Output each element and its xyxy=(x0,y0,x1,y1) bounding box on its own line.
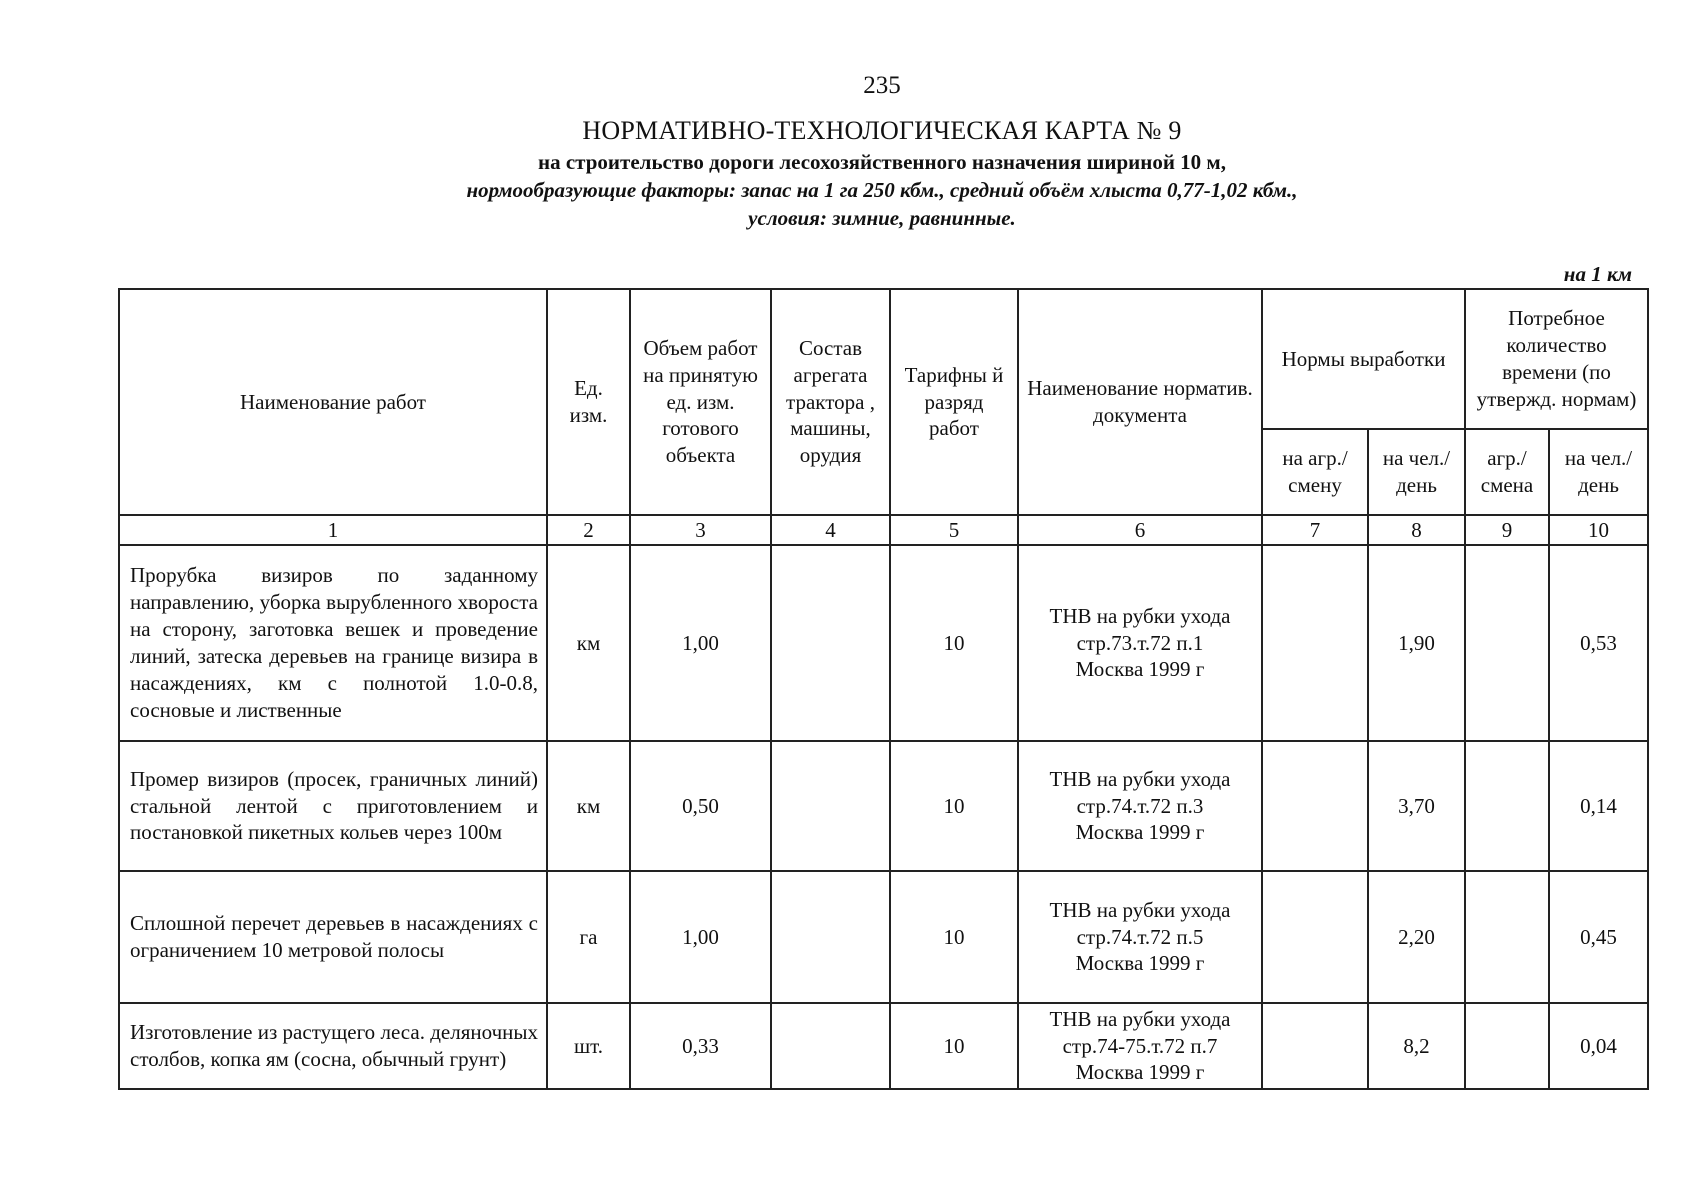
norm-man-cell: 8,2 xyxy=(1368,1003,1465,1089)
header-volume: Объем работ на принятую ед. изм. готового объекта xyxy=(630,289,771,515)
column-number-row xyxy=(119,515,1648,545)
header-time: Потребное количество времени (по утвержд. нормам) xyxy=(1465,289,1648,429)
time-agg-cell xyxy=(1465,1003,1549,1089)
document-line: ТНВ на рубки ухода xyxy=(1049,766,1231,791)
volume-cell: 0,33 xyxy=(630,1003,771,1089)
time-agg-cell xyxy=(1465,871,1549,1003)
time-man-cell: 0,53 xyxy=(1549,545,1648,741)
column-number: 3 xyxy=(630,515,771,545)
norm-man-cell: 1,90 xyxy=(1368,545,1465,741)
norm-man-cell: 2,20 xyxy=(1368,871,1465,1003)
document-line: ТНВ на рубки ухода xyxy=(1049,603,1231,628)
header-name: Наименование работ xyxy=(119,289,547,515)
work-name: Изготовление из растущего леса. деляночных столбов, копка ям (сосна, обычный грунт) xyxy=(119,1003,547,1089)
header-time-agg: агр./ смена xyxy=(1465,429,1549,515)
time-man-cell: 0,04 xyxy=(1549,1003,1648,1089)
header-norms-man: на чел./ день xyxy=(1368,429,1465,515)
document-line: ТНВ на рубки ухода xyxy=(1049,897,1231,922)
document-line: ТНВ на рубки ухода xyxy=(1049,1006,1231,1031)
work-name: Прорубка визиров по заданному направлению, уборка вырубленного хвороста на сторону, заготовка вешек и проведение линий, затеска деревьев на границе визира в насаждениях, км с полнотой 1.0-0.8, сосновые и лиственные xyxy=(119,545,547,741)
time-man-cell: 0,45 xyxy=(1549,871,1648,1003)
time-man-cell: 0,14 xyxy=(1549,741,1648,871)
time-agg-cell xyxy=(1465,741,1549,871)
table-row xyxy=(119,545,1648,741)
column-number: 7 xyxy=(1262,515,1368,545)
column-number: 9 xyxy=(1465,515,1549,545)
column-number: 1 xyxy=(119,515,547,545)
norms-table xyxy=(118,288,1649,1090)
work-name: Сплошной перечет деревьев в насаждениях с ограничением 10 метровой полосы xyxy=(119,871,547,1003)
document-line: стр.74.т.72 п.3 xyxy=(1076,793,1204,818)
norm-agg-cell xyxy=(1262,741,1368,871)
norm-man-cell: 3,70 xyxy=(1368,741,1465,871)
header-composition: Состав агрегата трактора , машины, орудия xyxy=(771,289,890,515)
unit-cell: га xyxy=(547,871,630,1003)
norm-agg-cell xyxy=(1262,545,1368,741)
header-grade: Тарифны й разряд работ xyxy=(890,289,1018,515)
column-number: 6 xyxy=(1018,515,1262,545)
composition-cell xyxy=(771,545,890,741)
volume-cell: 1,00 xyxy=(630,545,771,741)
norm-agg-cell xyxy=(1262,1003,1368,1089)
column-number: 5 xyxy=(890,515,1018,545)
page-number: 235 xyxy=(863,72,901,99)
grade-cell: 10 xyxy=(890,741,1018,871)
composition-cell xyxy=(771,871,890,1003)
volume-cell: 1,00 xyxy=(630,871,771,1003)
document-line: стр.74.т.72 п.5 xyxy=(1076,924,1204,949)
header-time-man: на чел./ день xyxy=(1549,429,1648,515)
header-norms: Нормы выработки xyxy=(1262,289,1465,429)
document-subtitle: на строительство дороги лесохозяйственного назначения шириной 10 м, xyxy=(538,150,1226,174)
work-name: Промер визиров (просек, граничных линий) стальной лентой с приготовлением и постановкой пикетных кольев через 100м xyxy=(119,741,547,871)
volume-cell: 0,50 xyxy=(630,741,771,871)
table-row xyxy=(119,871,1648,1003)
table-row xyxy=(119,741,1648,871)
column-number: 8 xyxy=(1368,515,1465,545)
norm-factors-line: нормообразующие факторы: запас на 1 га 250 кбм., средний объём хлыста 0,77-1,02 кбм., xyxy=(466,178,1298,202)
document-line: стр.74-75.т.72 п.7 xyxy=(1062,1033,1218,1058)
table-row xyxy=(119,1003,1648,1089)
grade-cell: 10 xyxy=(890,1003,1018,1089)
table-header-row xyxy=(119,289,1648,429)
unit-cell: км xyxy=(547,741,630,871)
document-title: НОРМАТИВНО-ТЕХНОЛОГИЧЕСКАЯ КАРТА № 9 xyxy=(582,116,1182,145)
grade-cell: 10 xyxy=(890,545,1018,741)
document-cell xyxy=(1018,871,1262,1003)
column-number: 4 xyxy=(771,515,890,545)
conditions-line: условия: зимние, равнинные. xyxy=(748,206,1016,230)
document-line: Москва 1999 г xyxy=(1075,951,1205,976)
document-line: Москва 1999 г xyxy=(1075,1060,1205,1085)
time-agg-cell xyxy=(1465,545,1549,741)
document-line: Москва 1999 г xyxy=(1075,820,1205,845)
unit-note: на 1 км xyxy=(1563,262,1632,286)
document-cell xyxy=(1018,1003,1262,1089)
column-number: 2 xyxy=(547,515,630,545)
document-cell xyxy=(1018,741,1262,871)
document-cell xyxy=(1018,545,1262,741)
unit-cell: шт. xyxy=(547,1003,630,1089)
header-norms-agg: на агр./ смену xyxy=(1262,429,1368,515)
composition-cell xyxy=(771,1003,890,1089)
header-unit: Ед. изм. xyxy=(547,289,630,515)
header-document: Наименование норматив. документа xyxy=(1018,289,1262,515)
column-number: 10 xyxy=(1549,515,1648,545)
composition-cell xyxy=(771,741,890,871)
grade-cell: 10 xyxy=(890,871,1018,1003)
document-line: Москва 1999 г xyxy=(1075,657,1205,682)
document-line: стр.73.т.72 п.1 xyxy=(1076,630,1204,655)
unit-cell: км xyxy=(547,545,630,741)
norm-agg-cell xyxy=(1262,871,1368,1003)
